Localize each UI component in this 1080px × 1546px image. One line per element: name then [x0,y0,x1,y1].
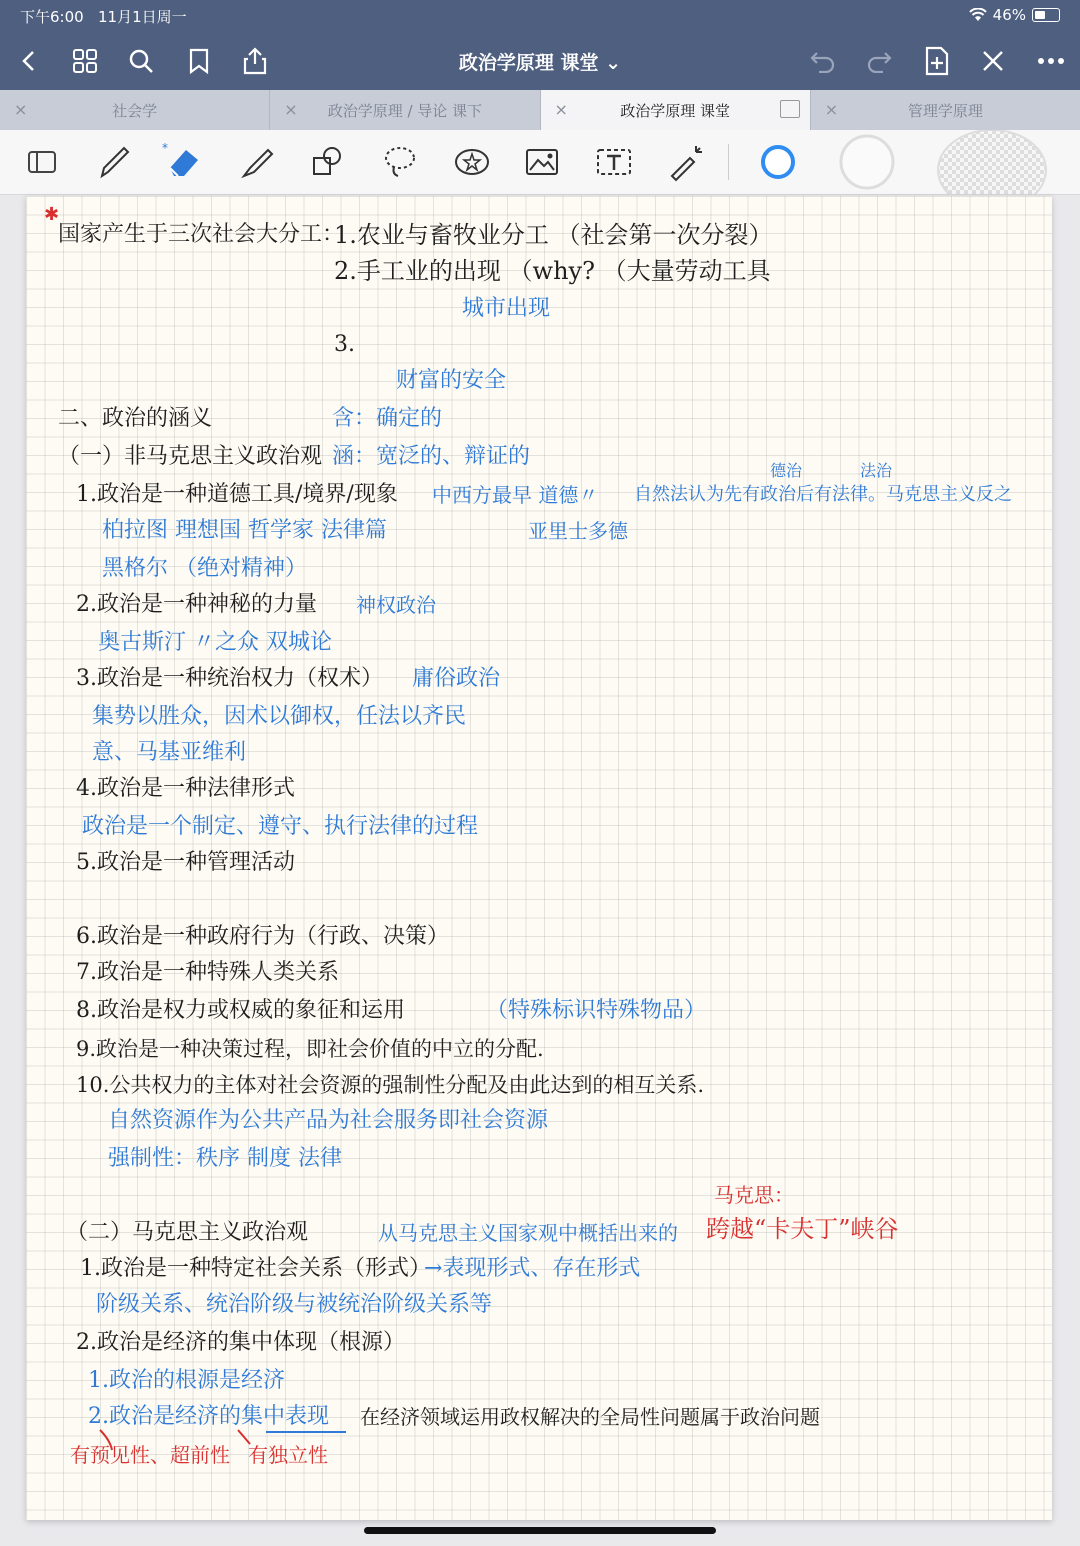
note-line: 涵：宽泛的、辩证的 [332,444,531,469]
note-line: 10.公共权力的主体对社会资源的强制性分配及由此达到的相互关系. [76,1073,705,1097]
note-line: 2.政治是经济的集中体现（根源） [76,1330,405,1355]
red-arrow-mark [238,1430,250,1444]
note-line: →表现形式、存在形式 [424,1256,641,1281]
clock: 下午6:00 [20,8,84,26]
red-arrow-mark [100,1430,112,1450]
note-line: 自然资源作为公共产品为社会服务即社会资源 [108,1108,549,1133]
note-line: 4.政治是一种法律形式 [76,776,295,801]
note-line: 3.政治是一种统治权力（权术） [76,666,383,691]
note-line: 在经济领域运用政权解决的全局性问题属于政治问题 [360,1405,820,1429]
note-line: 2.手工业的出现 （why? （大量劳动工具 [334,257,771,285]
note-line: （特殊标识特殊物品） [486,998,707,1023]
note-line: 柏拉图 理想国 哲学家 法律篇 [102,518,387,543]
close-icon[interactable]: × [14,100,28,119]
note-line: 3. [334,332,355,357]
note-line: 9.政治是一种决策过程，即社会价值的中立的分配. [76,1037,544,1061]
note-line: 2.政治是一种神秘的力量 [76,592,317,617]
note-line: 有独立性 [248,1443,328,1467]
note-line: 财富的安全 [396,368,507,393]
date: 11月1日周一 [98,8,187,26]
tab-label: 政治学原理 课堂 [620,101,731,120]
note-line: 神权政治 [356,593,436,617]
note-line: 跨越“卡夫丁”峡谷 [706,1215,899,1243]
note-annotation: 德治 [770,461,803,480]
note-line: 政治是一个制定、遵守、执行法律的过程 [82,814,479,839]
tab-label: 社会学 [112,101,158,120]
note-line: 从马克思主义国家观中概括出来的 [378,1221,678,1245]
note-line: 6.政治是一种政府行为（行政、决策） [76,924,449,949]
note-line: 1.农业与畜牧业分工 （社会第一次分裂） [334,221,773,249]
note-line: 庸俗政治 [412,666,501,691]
svg-text:*: * [162,142,168,155]
tab-label: 政治学原理 / 导论 课下 [327,101,483,120]
note-line: 1.政治是一种道德工具/境界/现象 [76,482,398,507]
note-line: 亚里士多德 [528,519,628,543]
note-heading: 二、政治的涵义 [58,406,213,431]
note-line: 7.政治是一种特殊人类关系 [76,960,339,985]
note-line: 2.政治是经济的集中表现 [88,1404,329,1429]
note-line: 5.政治是一种管理活动 [76,850,295,875]
close-icon[interactable]: × [824,100,839,119]
note-line: 国家产生于三次社会大分工： [58,222,345,247]
close-icon[interactable]: × [284,100,298,119]
note-line: 含：确定的 [332,406,443,431]
note-annotation: 法治 [860,461,893,480]
note-line: 1.政治的根源是经济 [88,1368,285,1393]
battery-percent: 46% [992,6,1026,24]
note-line: 马克思： [714,1183,794,1207]
note-line: 城市出现 [462,296,551,321]
tab-label: 管理学原理 [907,101,983,120]
note-line: 有预见性、超前性 [70,1443,230,1467]
note-line: 意、马基亚维利 [92,740,247,765]
note-heading: （一）非马克思主义政治观 [58,444,323,469]
note-line: 8.政治是权力或权威的象征和运用 [76,998,405,1023]
note-line: 1.政治是一种特定社会关系（形式） [80,1256,431,1281]
star-icon: ✱ [44,204,60,225]
close-icon[interactable]: × [554,100,568,119]
note-line: 自然法认为先有政治后有法律。马克思主义反之 [634,484,1012,505]
note-line: 中西方最早 道德〃 [432,483,599,507]
note-line: 集势以胜众，因术以御权，任法以齐民 [92,704,467,729]
document-title[interactable]: 政治学原理 课堂 ⌄ [458,52,622,74]
note-line: 阶级关系、统治阶级与被统治阶级关系等 [96,1292,493,1317]
note-heading: （二）马克思主义政治观 [66,1220,309,1245]
note-line: 奥古斯汀 〃之众 双城论 [98,630,332,655]
note-line: 黑格尔 （绝对精神） [102,556,307,581]
home-indicator[interactable] [364,1527,716,1534]
note-line: 强制性：秩序 制度 法律 [108,1146,342,1171]
